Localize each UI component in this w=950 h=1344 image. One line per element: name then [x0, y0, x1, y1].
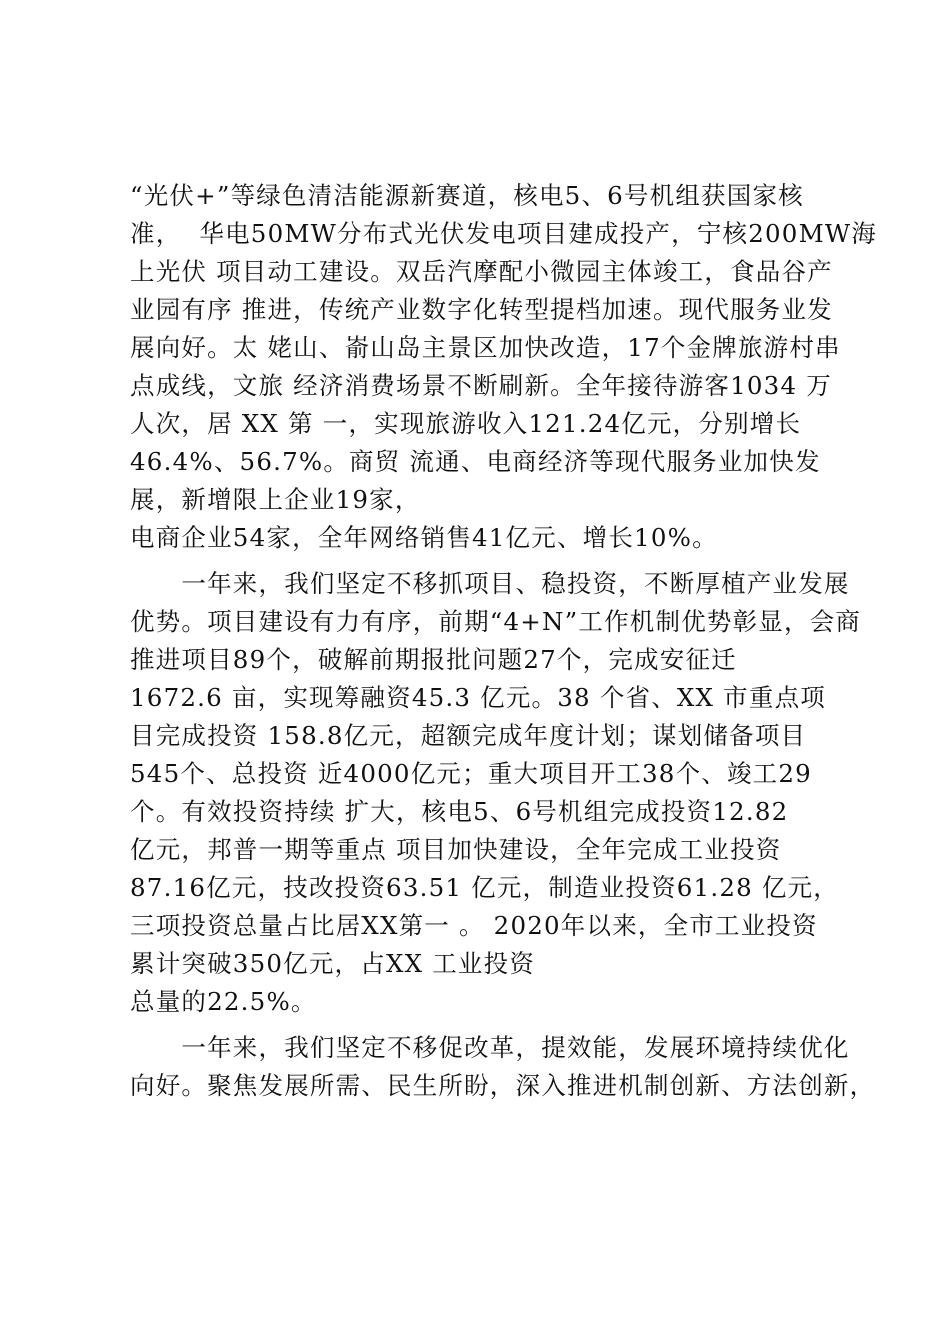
text-line: 1672.6 亩，实现筹融资45.3 亿元。38 个省、XX 市重点项 — [130, 683, 826, 712]
text-line: “光伏+”等绿色清洁能源新赛道，核电5、6号机组获国家核 — [130, 181, 804, 210]
text-line: 46.4%、56.7%。商贸 流通、电商经济等现代服务业加快发 — [130, 447, 821, 476]
text-line: 业园有序 推进，传统产业数字化转型提档加速。现代服务业发 — [130, 295, 833, 324]
text-line: 人次，居 XX 第 一，实现旅游收入121.24亿元，分别增长 — [130, 409, 802, 438]
text-line: 87.16亿元，技改投资63.51 亿元，制造业投资61.28 亿元， — [130, 873, 839, 902]
text-line: 累计突破350亿元，占XX 工业投资 — [130, 949, 536, 978]
text-line: 545个、总投资 近4000亿元；重大项目开工38个、竣工29 — [130, 759, 812, 788]
text-line: 上光伏 项目动工建设。双岳汽摩配小微园主体竣工，食品谷产 — [130, 257, 833, 286]
text-line: 总量的22.5%。 — [130, 987, 317, 1016]
text-line: 向好。聚焦发展所需、民生所盼，深入推进机制创新、方法创新， — [130, 1071, 876, 1100]
paragraph-first-line: 一年来，我们坚定不移抓项目、稳投资，不断厚植产业发展 — [130, 569, 850, 598]
text-line: 优势。项目建设有力有序，前期“4+N”工作机制优势彰显，会商 — [130, 607, 862, 636]
paragraph-first-line: 一年来，我们坚定不移促改革，提效能，发展环境持续优化 — [130, 1033, 850, 1062]
text-line: 展向好。太 姥山、嵛山岛主景区加快改造，17个金牌旅游村串 — [130, 333, 841, 362]
text-line: 三项投资总量占比居XX第一 。 2020年以来，全市工业投资 — [130, 911, 818, 940]
text-line: 目完成投资 158.8亿元，超额完成年度计划；谋划储备项目 — [130, 721, 807, 750]
text-line: 亿元，邦普一期等重点 项目加快建设，全年完成工业投资 — [130, 835, 782, 864]
text-line: 电商企业54家，全年网络销售41亿元、增长10%。 — [130, 523, 718, 552]
text-line: 个。有效投资持续 扩大，核电5、6号机组完成投资12.82 — [130, 797, 789, 826]
text-line: 推进项目89个，破解前期报批问题27个，完成安征迁 — [130, 645, 737, 674]
document-body — [130, 177, 877, 1105]
text-line: 展，新增限上企业19家， — [130, 485, 421, 514]
text-line: 准， 华电50MW分布式光伏发电项目建成投产，宁核200MW海 — [130, 219, 877, 248]
text-line: 点成线，文旅 经济消费场景不断刷新。全年接待游客1034 万 — [130, 371, 832, 400]
